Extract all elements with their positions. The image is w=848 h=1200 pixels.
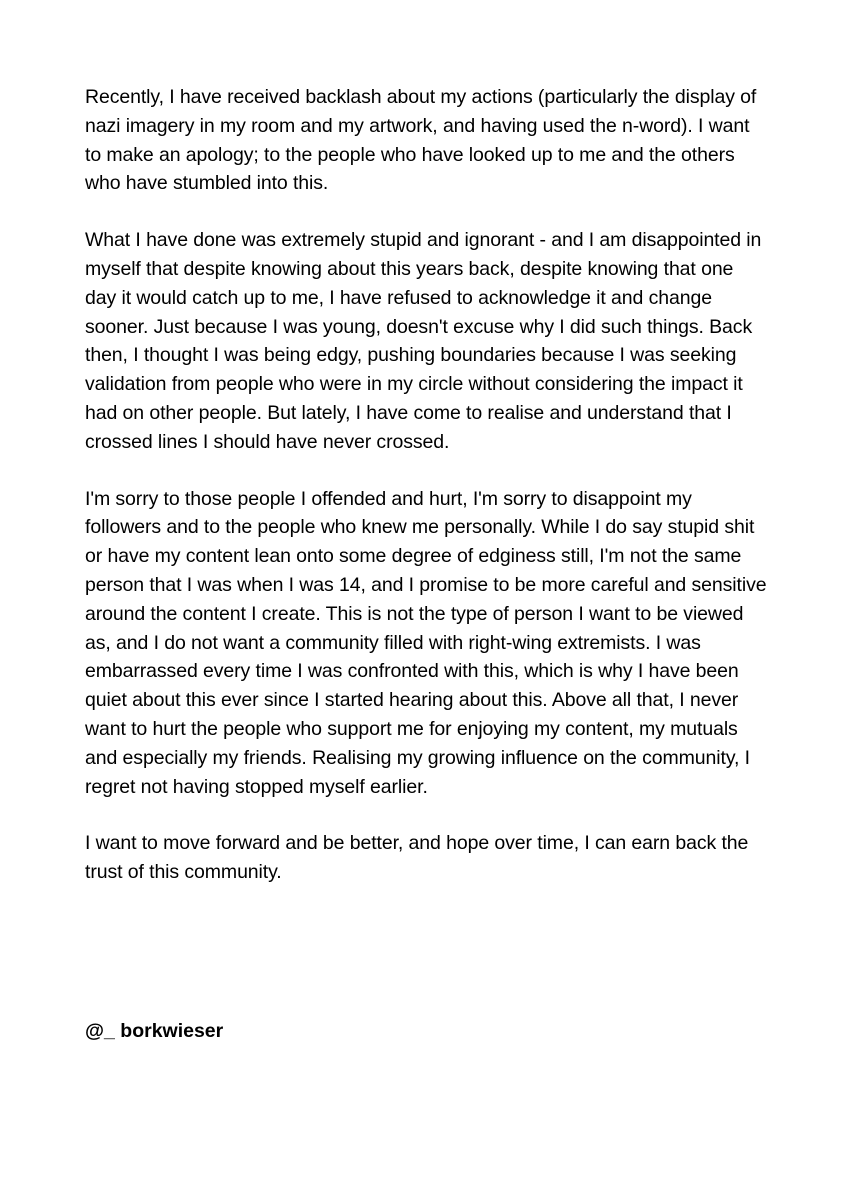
- paragraph-2: What I have done was extremely stupid and ignorant - and I am disappointed in myself that despite knowing about this years back, despite knowing that one day it would catch up to me, I have refused to acknowledge it and change sooner. Just because I was young, doesn't excuse why I did such things. Back then, I thought I was being edgy, pushing boundaries because I was seeking validation from people who were in my circle without considering the impact it had on other people. But lately, I have come to realise and understand that I crossed lines I should have never crossed.: [85, 229, 762, 453]
- paragraph-1: Recently, I have received backlash about my actions (particularly the display of nazi imagery in my room and my artwork, and having used the n-word). I want to make an apology; to the people who have looked up to me and the others who have stumbled into this.: [85, 86, 757, 195]
- paragraph-4: I want to move forward and be better, and hope over time, I can earn back the trust of this community.: [85, 832, 749, 884]
- paragraph-3: I'm sorry to those people I offended and hurt, I'm sorry to disappoint my followers and to the people who knew me personally. While I do say stupid shit or have my content lean onto some degree of edginess still, I'm not the same person that I was when I was 14, and I promise to be more careful and sensitive around the content I create. This is not the type of person I want to be viewed as, and I do not want a community filled with right-wing extremists. I was embarrassed every time I was confronted with this, which is why I have been quiet about this ever since I started hearing about this. Above all that, I never want to hurt the people who support me for enjoying my content, my mutuals and especially my friends. Realising my growing influence on the community, I regret not having stopped myself earlier.: [85, 487, 767, 798]
- signature-handle: @_ borkwieser: [85, 1020, 224, 1042]
- apology-letter: [85, 83, 769, 915]
